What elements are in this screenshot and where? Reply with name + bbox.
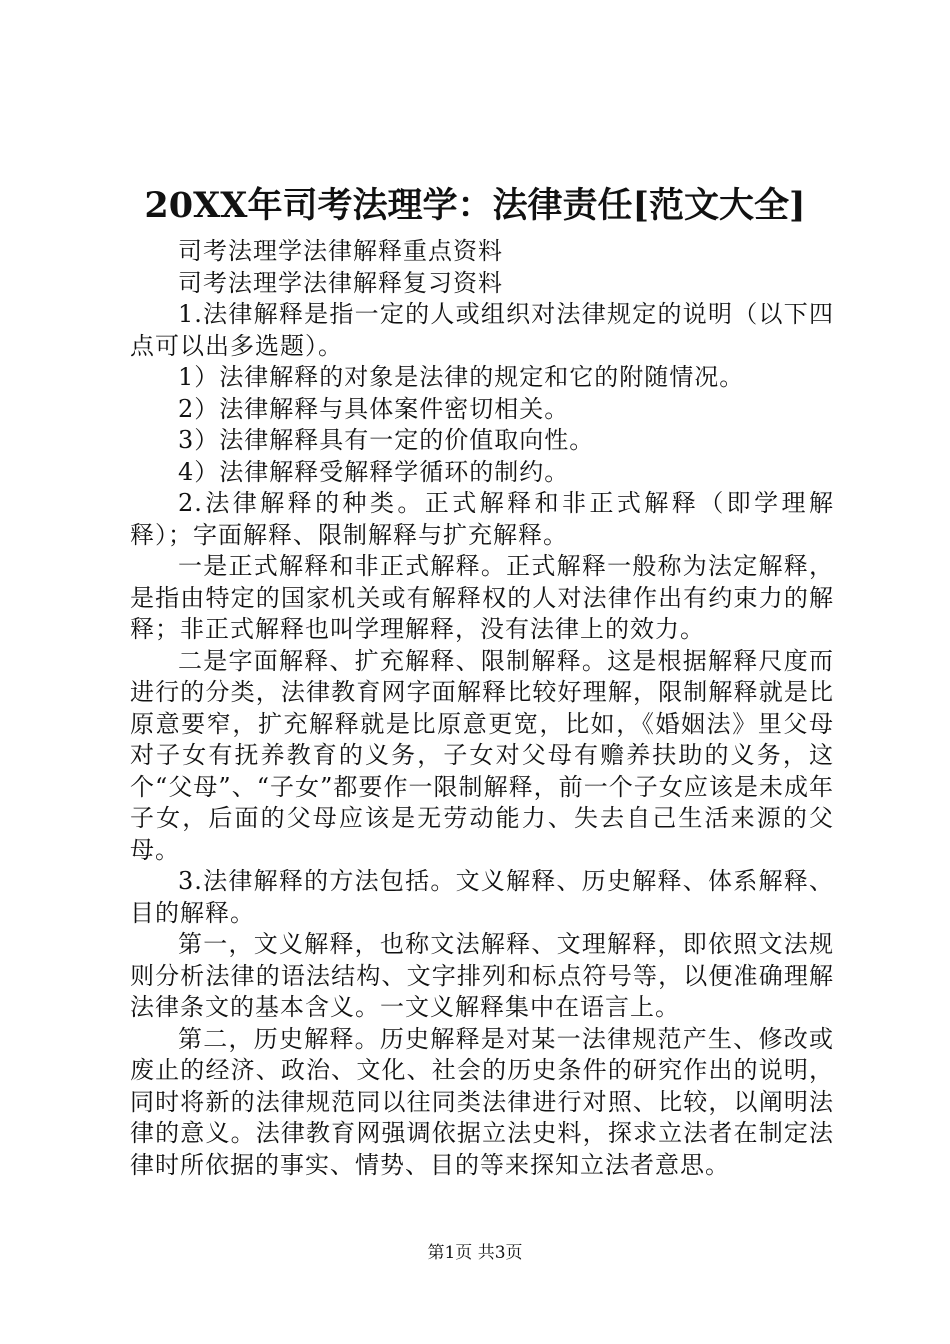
paragraph: 3.法律解释的方法包括。文义解释、历史解释、体系解释、目的解释。	[130, 867, 834, 927]
paragraph: 4）法律解释受解释学循环的制约。	[178, 457, 570, 486]
paragraph: 2）法律解释与具体案件密切相关。	[178, 394, 570, 423]
paragraph: 2.法律解释的种类。正式解释和非正式解释（即学理解释）；字面解释、限制解释与扩充解释。	[130, 489, 834, 549]
paragraph: 一是正式解释和非正式解释。正式解释一般称为法定解释，是指由特定的国家机关或有解释权的人对法律作出有约束力的解释；非正式解释也叫学理解释，没有法律上的效力。	[130, 552, 834, 643]
paragraph: 第一，文义解释，也称文法解释、文理解释，即依照文法规则分析法律的语法结构、文字排列和标点符号等，以便准确理解法律条文的基本含义。一文义解释集中在语言上。	[130, 930, 834, 1021]
document-title: 20XX年司考法理学：法律责任[范文大全]	[144, 185, 806, 226]
page-footer: 第1页 共3页	[427, 1243, 523, 1263]
paragraph: 3）法律解释具有一定的价值取向性。	[178, 426, 595, 454]
paragraph: 第二，历史解释。历史解释是对某一法律规范产生、修改或废止的经济、政治、文化、社会的历史条件的研究作出的说明，同时将新的法律规范同以往同类法律进行对照、比较，以阐明法律的意义。法律教育网强调依据立法史料，探求立法者在制定法律时所依据的事实、情势、目的等来探知立法者意思。	[130, 1024, 834, 1179]
document-body	[130, 236, 834, 1181]
paragraph: 1.法律解释是指一定的人或组织对法律规定的说明（以下四点可以出多选题）。	[130, 300, 834, 360]
paragraph: 司考法理学法律解释重点资料	[178, 237, 503, 265]
paragraph: 司考法理学法律解释复习资料	[178, 268, 503, 297]
paragraph: 1）法律解释的对象是法律的规定和它的附随情况。	[178, 363, 745, 391]
paragraph: 二是字面解释、扩充解释、限制解释。这是根据解释尺度而进行的分类，法律教育网字面解释比较好理解，限制解释就是比原意要窄，扩充解释就是比原意更宽，比如，《婚姻法》里父母对子女有抚养教育的义务，子女对父母有赡养扶助的义务，这个“父母”、“子女”都要作一限制解释，前一个子女应该是未成年子女，后面的父母应该是无劳动能力、失去自己生活来源的父母。	[130, 646, 834, 864]
